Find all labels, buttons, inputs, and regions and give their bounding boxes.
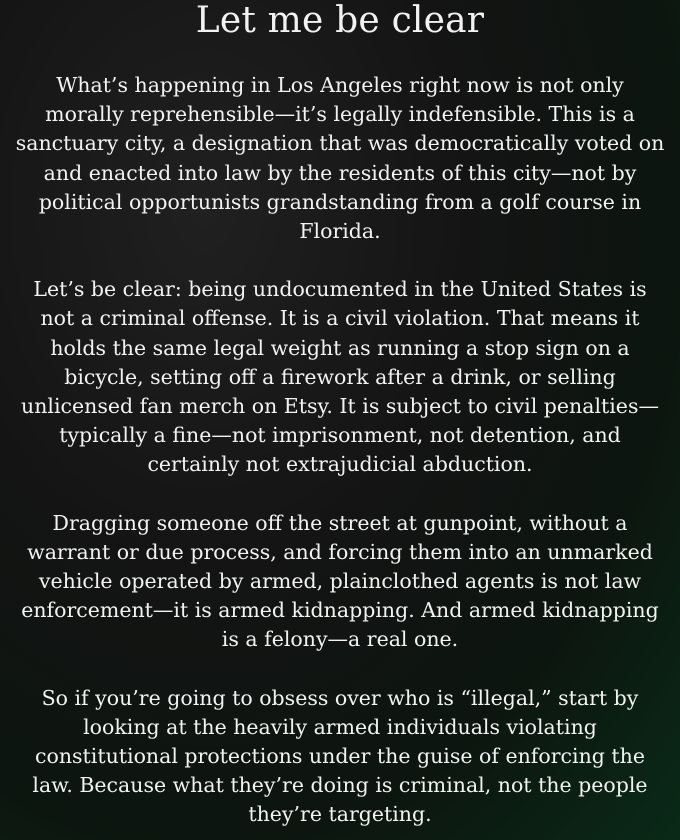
- paragraph-4: So if you’re going to obsess over who is “illegal,” start by looking at the heavily armed individuals violating constitutional protections under the guise of enforcing the law. Because what they’re doing is criminal, not the people they’re targeting.: [32, 685, 648, 827]
- page-title: Let me be clear: [195, 0, 485, 41]
- paragraph-2: Let’s be clear: being undocumented in the United States is not a criminal offense. It is a civil violation. That means it holds the same legal weight as running a stop sign on a bicycle, setting off a firework after a drink, or selling unlicensed fan merch on Etsy. It is subject to civil penalties—typically a fine—not imprisonment, not detention, and certainly not extrajudicial abduction.: [21, 277, 659, 477]
- paragraph-3: Dragging someone off the street at gunpoint, without a warrant or due process, and forcing them into an unmarked vehicle operated by armed, plainclothed agents is not law enforcement—it is armed kidnapping. And armed kidnapping is a felony—a real one.: [21, 510, 659, 652]
- paragraph-1: What’s happening in Los Angeles right now is not only morally reprehensible—it’s legally indefensible. This is a sanctuary city, a designation that was democratically voted on and enacted into law by the residents of this city—not by political opportunists grandstanding from a golf course in Florida.: [15, 73, 665, 244]
